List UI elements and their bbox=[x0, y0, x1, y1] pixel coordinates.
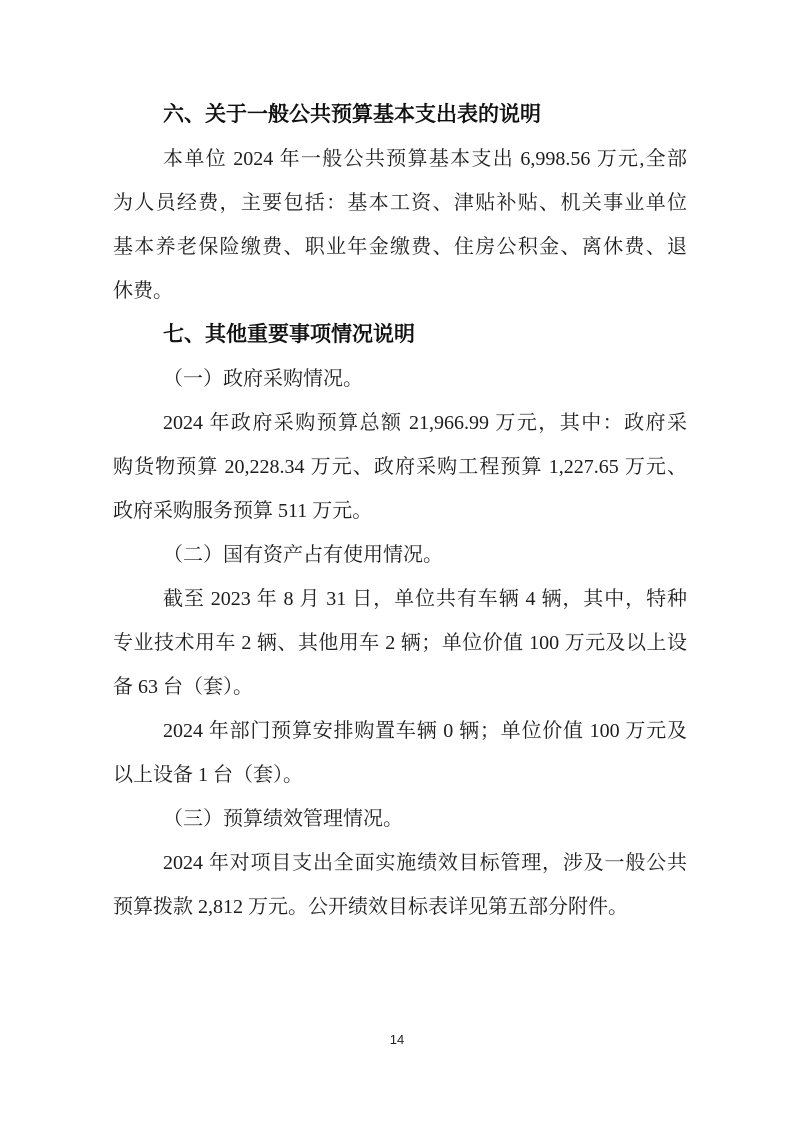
section-6-paragraph-line-4: 休费。 bbox=[113, 280, 173, 302]
page-number: 14 bbox=[389, 1032, 405, 1047]
section-6-paragraph-line-3: 基本养老保险缴费、职业年金缴费、住房公积金、离休费、退 bbox=[113, 236, 687, 258]
section-6-paragraph-line-1: 本单位 2024 年一般公共预算基本支出 6,998.56 万元,全部 bbox=[163, 148, 687, 170]
assets-paragraph-1-line-3: 备 63 台（套）。 bbox=[113, 676, 253, 698]
subsection-3-heading: （三）预算绩效管理情况。 bbox=[163, 808, 403, 830]
assets-paragraph-1-line-1: 截至 2023 年 8 月 31 日，单位共有车辆 4 辆，其中，特种 bbox=[163, 588, 687, 610]
subsection-2-heading: （二）国有资产占有使用情况。 bbox=[163, 544, 443, 566]
section-6-heading: 六、关于一般公共预算基本支出表的说明 bbox=[163, 103, 541, 126]
section-6-paragraph-line-2: 为人员经费，主要包括：基本工资、津贴补贴、机关事业单位 bbox=[113, 192, 687, 214]
assets-paragraph-2-line-1: 2024 年部门预算安排购置车辆 0 辆；单位价值 100 万元及 bbox=[163, 720, 687, 742]
assets-paragraph-1-line-2: 专业技术用车 2 辆、其他用车 2 辆；单位价值 100 万元及以上设 bbox=[113, 632, 687, 654]
procurement-paragraph-line-1: 2024 年政府采购预算总额 21,966.99 万元，其中：政府采 bbox=[163, 412, 687, 434]
performance-paragraph-line-2: 预算拨款 2,812 万元。公开绩效目标表详见第五部分附件。 bbox=[113, 896, 628, 918]
procurement-paragraph-line-2: 购货物预算 20,228.34 万元、政府采购工程预算 1,227.65 万元、 bbox=[113, 456, 687, 478]
assets-paragraph-2-line-2: 以上设备 1 台（套）。 bbox=[113, 764, 303, 786]
subsection-1-heading: （一）政府采购情况。 bbox=[163, 368, 363, 390]
section-7-heading: 七、其他重要事项情况说明 bbox=[163, 323, 415, 346]
document-content bbox=[113, 93, 687, 929]
procurement-paragraph-line-3: 政府采购服务预算 511 万元。 bbox=[113, 500, 373, 522]
performance-paragraph-line-1: 2024 年对项目支出全面实施绩效目标管理，涉及一般公共 bbox=[163, 852, 687, 874]
